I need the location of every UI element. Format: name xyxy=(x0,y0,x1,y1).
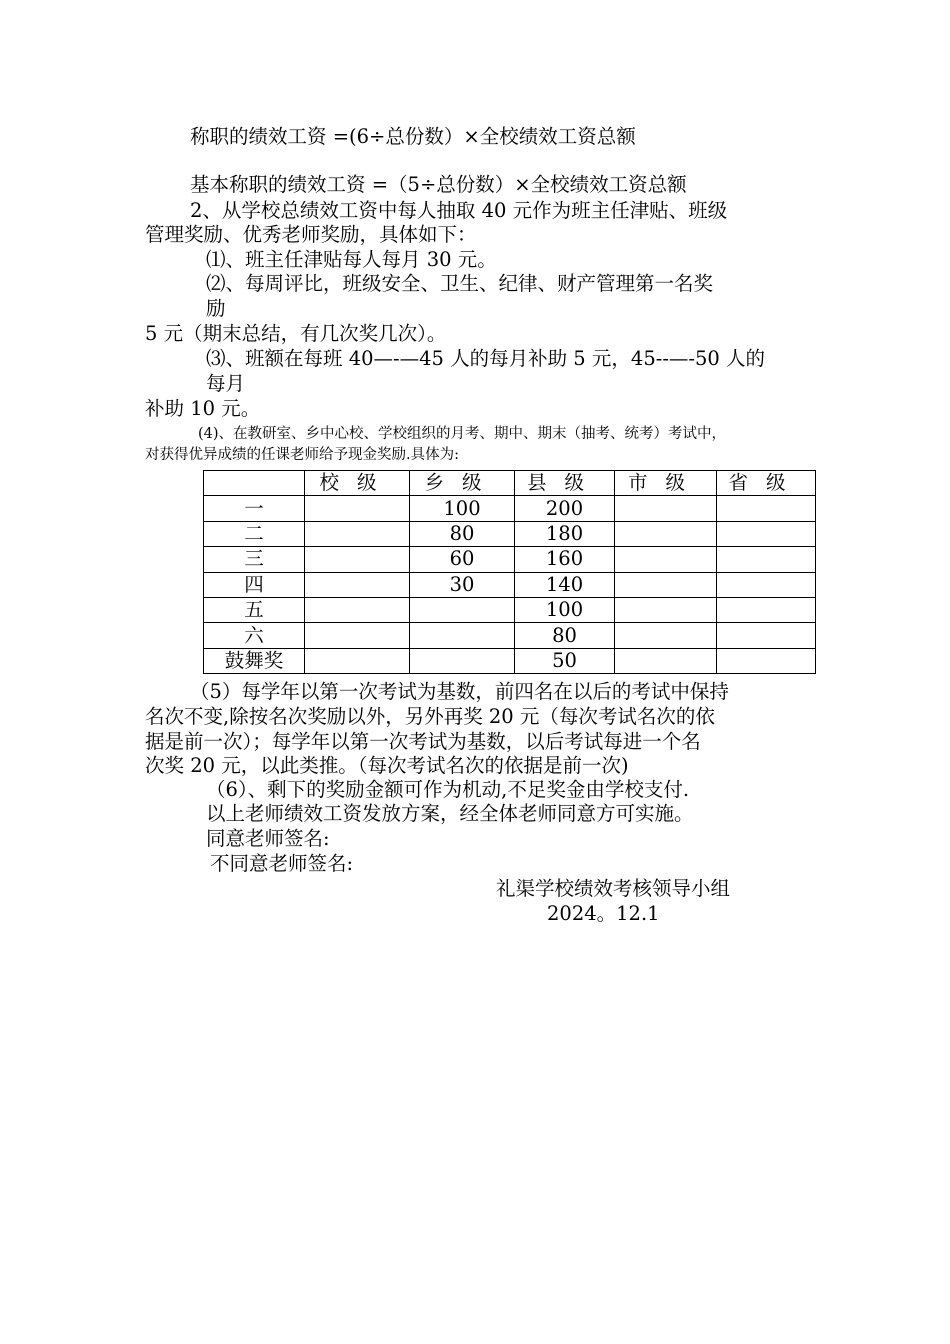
table-cell: 一 xyxy=(204,496,305,521)
table-cell: 50 xyxy=(515,648,615,673)
table-cell: 80 xyxy=(410,521,515,546)
table-cell xyxy=(717,547,816,572)
table-cell: 180 xyxy=(515,521,615,546)
sub5-line2: 名次不变,除按名次奖励以外，另外再奖 20 元（每次考试名次的依 xyxy=(145,705,715,728)
table-cell xyxy=(615,648,717,673)
sub3-line2: 每月 xyxy=(206,372,246,395)
table-cell xyxy=(717,623,816,648)
sub4-line1: (4)、在教研室、乡中心校、学校组织的月考、期中、期末（抽考、统考）考试中， xyxy=(198,426,727,442)
table-cell xyxy=(717,648,816,673)
sub3-line1: ⑶、班额在每班 40—-—45 人的每月补助 5 元，45--—-50 人的 xyxy=(206,347,766,370)
table-header: 县级 xyxy=(515,471,615,496)
table-cell: 鼓舞奖 xyxy=(204,648,305,673)
sub1: ⑴、班主任津贴每人每月 30 元。 xyxy=(206,248,497,271)
sub2-line3: 5 元（期末总结，有几次奖几次）。 xyxy=(145,322,447,345)
sub3-line3: 补助 10 元。 xyxy=(145,397,261,420)
sub5-line4: 次奖 20 元，以此类推。（每次考试名次的依据是前一次) xyxy=(145,754,629,777)
table-header: 乡级 xyxy=(410,471,515,496)
table-cell: 五 xyxy=(204,597,305,622)
disagree-signature-label: 不同意老师签名: xyxy=(210,852,354,875)
table-row xyxy=(204,597,816,622)
table-cell xyxy=(615,623,717,648)
closing-statement: 以上老师绩效工资发放方案，经全体老师同意方可实施。 xyxy=(206,802,694,825)
table-cell: 160 xyxy=(515,547,615,572)
table-cell xyxy=(717,496,816,521)
table-cell: 200 xyxy=(515,496,615,521)
table-cell: 30 xyxy=(410,572,515,597)
table-cell xyxy=(305,496,410,521)
table-cell xyxy=(615,547,717,572)
table-cell xyxy=(615,521,717,546)
table-cell xyxy=(410,597,515,622)
table-cell: 60 xyxy=(410,547,515,572)
table-cell xyxy=(717,572,816,597)
item2-line1: 2、从学校总绩效工资中每人抽取 40 元作为班主任津贴、班级 xyxy=(190,199,728,222)
table-header xyxy=(204,471,305,496)
table-cell xyxy=(615,597,717,622)
sub5-line1: （5）每学年以第一次考试为基数，前四名在以后的考试中保持 xyxy=(190,680,729,703)
table-row xyxy=(204,521,816,546)
table-cell xyxy=(717,597,816,622)
table-row xyxy=(204,496,816,521)
sub2-line2: 励 xyxy=(206,297,226,320)
sub2-line1: ⑵、每周评比，班级安全、卫生、纪律、财产管理第一名奖 xyxy=(206,272,714,295)
table-cell: 六 xyxy=(204,623,305,648)
agree-signature-label: 同意老师签名: xyxy=(206,827,330,850)
table-cell: 四 xyxy=(204,572,305,597)
document-date: 2024。12.1 xyxy=(547,902,660,925)
table-header: 市级 xyxy=(615,471,717,496)
table-cell xyxy=(615,572,717,597)
table-row xyxy=(204,547,816,572)
table-cell xyxy=(305,547,410,572)
table-cell xyxy=(717,521,816,546)
table-cell xyxy=(305,572,410,597)
table-header-row xyxy=(204,471,816,496)
table-cell xyxy=(305,648,410,673)
table-cell: 80 xyxy=(515,623,615,648)
item2-line2: 管理奖励、优秀老师奖励，具体如下： xyxy=(145,223,477,246)
table-row xyxy=(204,623,816,648)
table-header: 省级 xyxy=(717,471,816,496)
table-cell xyxy=(410,623,515,648)
formula-basic-qualified: 基本称职的绩效工资 =（5÷总份数）×全校绩效工资总额 xyxy=(190,173,687,196)
table-row xyxy=(204,572,816,597)
table-cell: 100 xyxy=(410,496,515,521)
table-cell xyxy=(305,521,410,546)
sub4-line2: 对获得优异成绩的任课老师给予现金奖励.具体为: xyxy=(145,447,459,463)
formula-qualified: 称职的绩效工资 =(6÷总份数）×全校绩效工资总额 xyxy=(190,125,636,148)
table-cell: 二 xyxy=(204,521,305,546)
table-header: 校级 xyxy=(305,471,410,496)
table-cell xyxy=(305,623,410,648)
table-row xyxy=(204,648,816,673)
award-table xyxy=(203,470,816,674)
table-cell: 100 xyxy=(515,597,615,622)
table-cell xyxy=(410,648,515,673)
table-cell: 三 xyxy=(204,547,305,572)
table-cell: 140 xyxy=(515,572,615,597)
sub6: （6）、剩下的奖励金额可作为机动,不足奖金由学校支付. xyxy=(206,778,690,801)
table-cell xyxy=(305,597,410,622)
table-cell xyxy=(615,496,717,521)
organization-name: 礼渠学校绩效考核领导小组 xyxy=(496,877,731,900)
sub5-line3: 据是前一次）；每学年以第一次考试为基数，以后考试每进一个名 xyxy=(145,730,701,753)
